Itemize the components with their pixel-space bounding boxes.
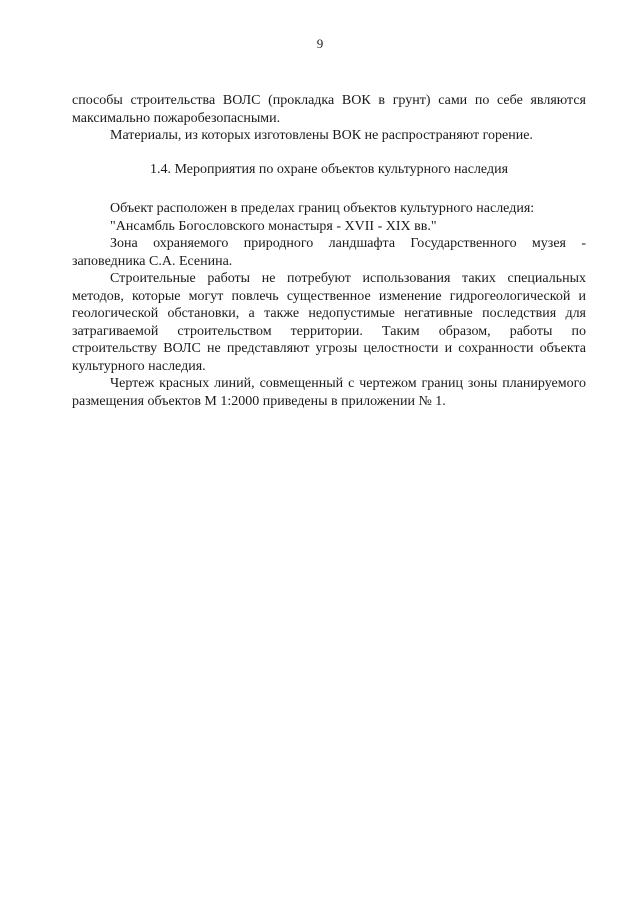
- text-line: заповедника С.А. Есенина.: [72, 253, 233, 269]
- section-heading: 1.4. Мероприятия по охране объектов культурного наследия: [149, 161, 509, 177]
- text-line: Зона охраняемого природного ландшафта Государственного музея -: [110, 236, 586, 251]
- page-number: 9: [316, 36, 324, 51]
- paragraph-protected-zone: [72, 235, 586, 270]
- text-line: геологической обстановки, а также недопустимые негативные последствия для: [72, 306, 586, 321]
- paragraph-red-lines-drawing: [72, 375, 586, 410]
- text-line: Объект расположен в пределах границ объектов культурного наследия:: [110, 201, 535, 216]
- text-line: культурного наследия.: [72, 358, 206, 374]
- paragraph-object-location: [72, 200, 586, 235]
- text-line: максимально пожаробезопасными.: [72, 110, 281, 126]
- text-line: методов, которые могут повлечь существенное изменение гидрогеологической и: [72, 288, 586, 304]
- text-line: размещения объектов М 1:2000 приведены в приложении № 1.: [72, 393, 446, 409]
- text-line: Строительные работы не потребуют использования таких специальных: [110, 271, 586, 286]
- text-line: строительству ВОЛС не представляют угрозы целостности и сохранности объекта: [72, 341, 586, 356]
- text-line: способы строительства ВОЛС (прокладка ВОК в грунт) сами по себе являются: [72, 93, 586, 108]
- text-line: затрагиваемой строительством территории. Таким образом, работы по: [72, 323, 586, 339]
- paragraph-fire-safety: [72, 92, 586, 127]
- text-line: "Ансамбль Богословского монастыря - XVII - XIX вв.": [110, 218, 437, 234]
- paragraph-materials: Материалы, из которых изготовлены ВОК не распространяют горение.: [110, 128, 533, 143]
- paragraph-construction-works: [72, 270, 586, 375]
- document-body: [72, 92, 586, 410]
- text-line: Чертеж красных линий, совмещенный с чертежом границ зоны планируемого: [110, 376, 586, 391]
